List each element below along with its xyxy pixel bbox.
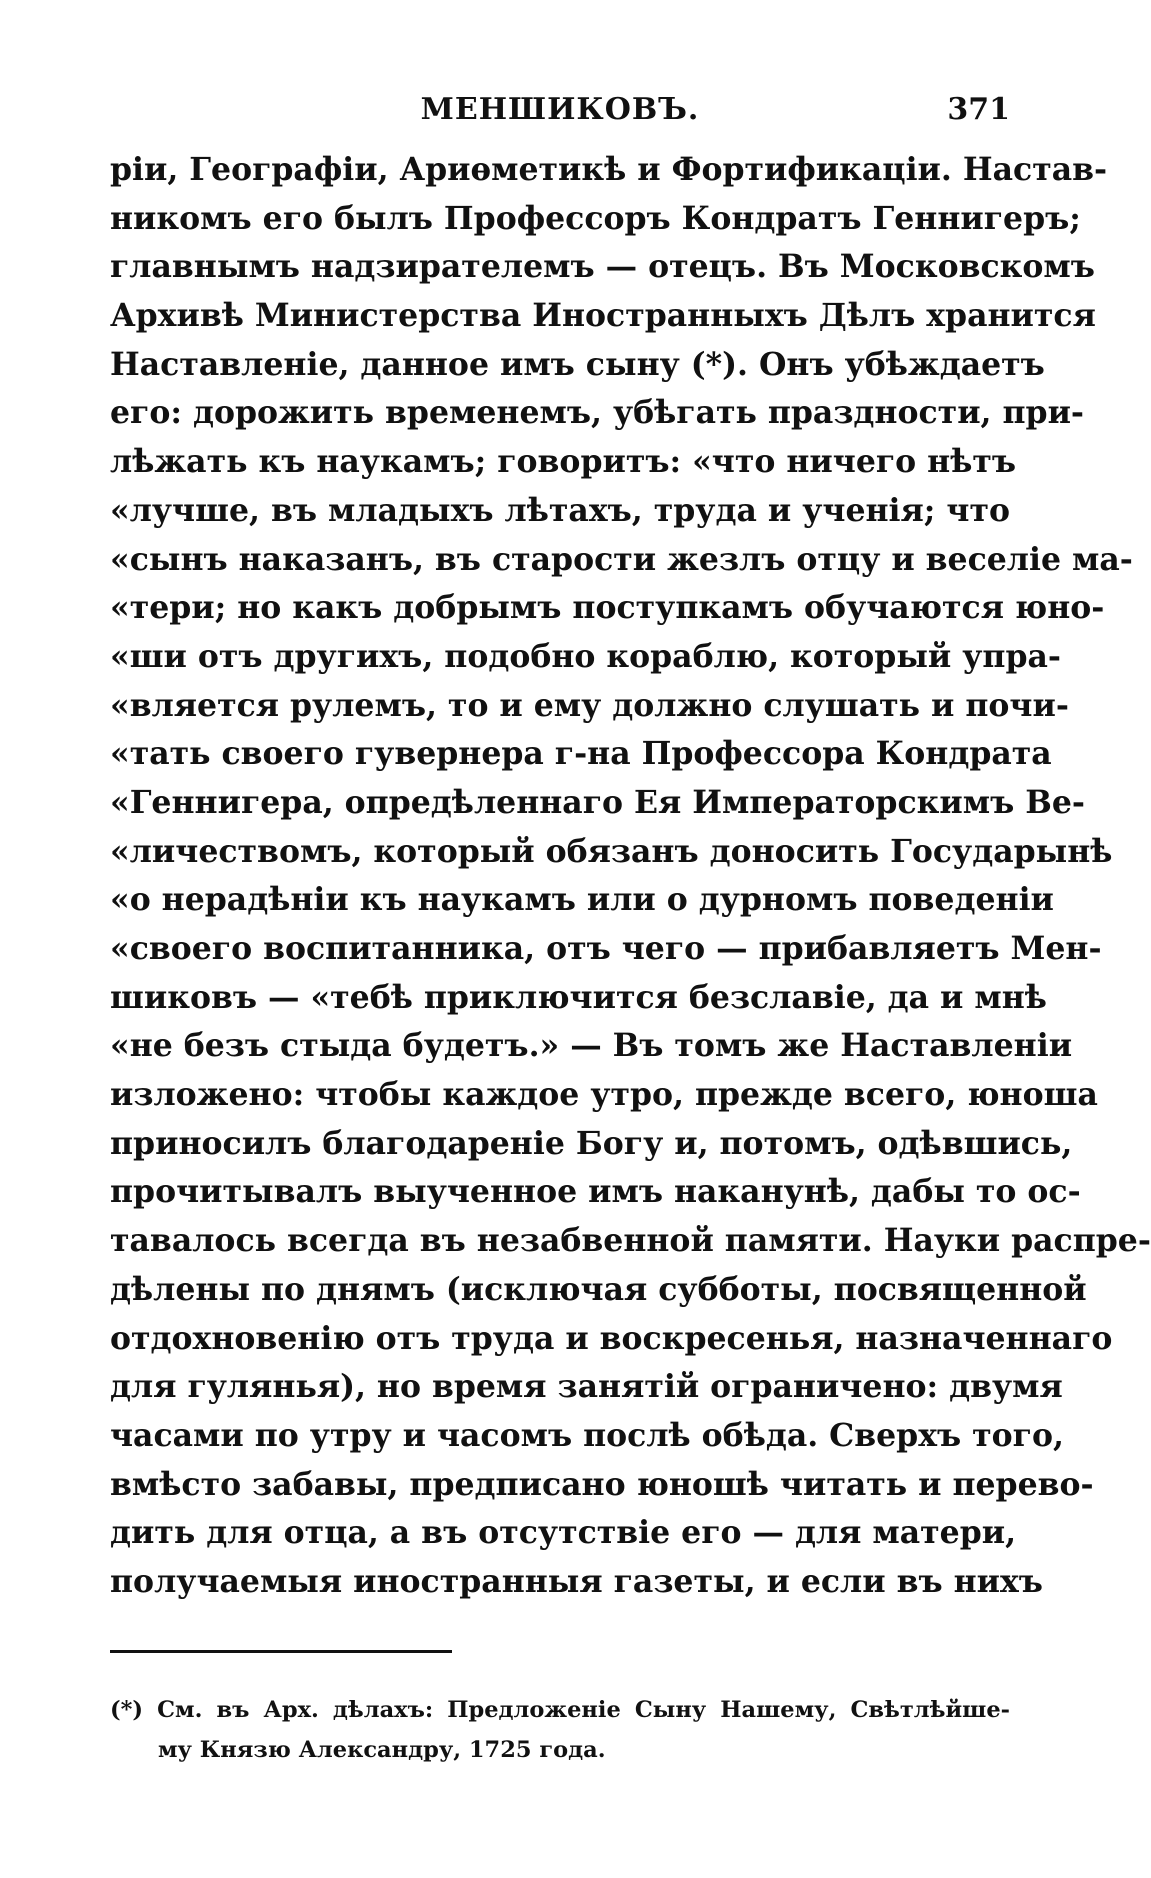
text-line: Архивѣ Министерства Иностранныхъ Дѣлъ хранится: [110, 297, 1096, 335]
text-line: ріи, Географіи, Ариѳметикѣ и Фортификаціи. Настав-: [110, 151, 1108, 188]
text-line: изложено: чтобы каждое утро, прежде всего, юноша: [110, 1076, 1098, 1114]
footnote: [110, 1690, 1010, 1770]
body-text: [110, 146, 1151, 1607]
text-line: его: дорожить временемъ, убѣгать праздности, при-: [110, 394, 1085, 432]
text-line: шиковъ — «тебѣ приключится безславіе, да и мнѣ: [110, 978, 1047, 1016]
text-line: тавалось всегда въ незабвенной памяти. Науки распре-: [110, 1222, 1151, 1260]
text-line: прочитывалъ выученное имъ наканунѣ, дабы то ос-: [110, 1173, 1081, 1211]
footnote-line: му Князю Александру, 1725 года.: [158, 1737, 606, 1763]
text-line: дить для отца, а въ отсутствіе его — для матери,: [110, 1514, 1017, 1552]
page-number: 371: [947, 92, 1010, 127]
text-line: «лучше, въ младыхъ лѣтахъ, труда и ученія; что: [110, 491, 1010, 529]
text-line: «личествомъ, который обязанъ доносить Государынѣ: [110, 832, 1113, 870]
page-header: [110, 92, 1010, 136]
running-head: МЕНШИКОВЪ.: [420, 92, 700, 127]
text-line: «вляется рулемъ, то и ему должно слушать и почи-: [110, 686, 1069, 724]
text-line: Наставленіе, данное имъ сыну (*). Онъ убѣждаетъ: [110, 345, 1045, 383]
text-line: приносилъ благодареніе Богу и, потомъ, одѣвшись,: [110, 1124, 1073, 1162]
footnote-line: (*) См. въ Арх. дѣлахъ: Предложеніе Сыну Нашему, Свѣтлѣйше-: [110, 1697, 1010, 1723]
footnote-separator: [110, 1650, 452, 1653]
text-line: отдохновенію отъ труда и воскресенья, назначеннаго: [110, 1319, 1113, 1357]
text-line: «своего воспитанника, отъ чего — прибавляетъ Мен-: [110, 930, 1102, 967]
text-line: лѣжать къ наукамъ; говоритъ: «что ничего нѣтъ: [110, 443, 1017, 481]
text-line: дѣлены по днямъ (исключая субботы, посвященной: [110, 1270, 1087, 1308]
text-line: «о нерадѣніи къ наукамъ или о дурномъ поведеніи: [110, 881, 1054, 919]
text-line: никомъ его былъ Профессоръ Кондратъ Геннигеръ;: [110, 199, 1081, 237]
text-line: «ши отъ другихъ, подобно кораблю, который упра-: [110, 637, 1061, 675]
text-line: «тать своего гувернера г-на Профессора Кондрата: [110, 735, 1052, 773]
text-line: «Геннигера, опредѣленнаго Ея Императорскимъ Ве-: [110, 783, 1085, 821]
text-line: вмѣсто забавы, предписано юношѣ читать и перево-: [110, 1465, 1094, 1503]
text-line: часами по утру и часомъ послѣ обѣда. Сверхъ того,: [110, 1416, 1064, 1454]
text-line: «сынъ наказанъ, въ старости жезлъ отцу и веселіе ма-: [110, 540, 1133, 578]
text-line: получаемыя иностранныя газеты, и если въ нихъ: [110, 1562, 1043, 1600]
text-line: главнымъ надзирателемъ — отецъ. Въ Московскомъ: [110, 248, 1095, 286]
text-line: для гулянья), но время занятій ограничено: двумя: [110, 1368, 1063, 1406]
text-line: «тери; но какъ добрымъ поступкамъ обучаются юно-: [110, 589, 1105, 627]
text-line: «не безъ стыда будетъ.» — Въ томъ же Наставленіи: [110, 1027, 1073, 1065]
